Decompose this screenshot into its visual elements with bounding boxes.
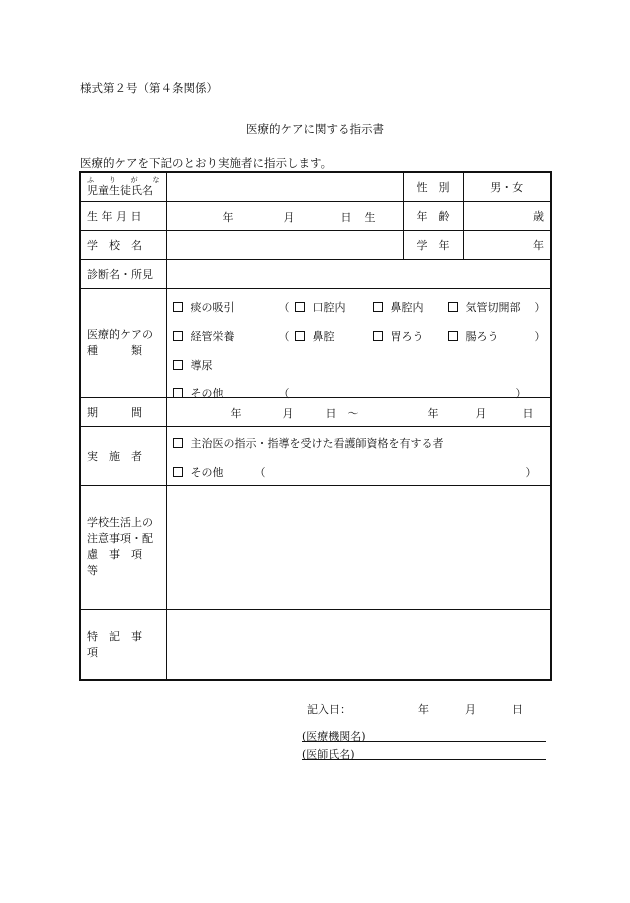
suction-checkbox[interactable]	[173, 302, 183, 312]
notes-label-line2: 注意事項・配	[87, 532, 153, 545]
care-other-paren-close: ）	[515, 386, 527, 400]
care-type-row	[80, 288, 551, 397]
diagnosis-row	[80, 259, 551, 288]
school-name-field[interactable]	[166, 230, 403, 259]
age-label: 年 齢	[403, 201, 463, 230]
age-field[interactable]: 歳	[463, 201, 551, 230]
entry-month-unit: 月	[465, 703, 476, 716]
period-start-year: 年	[230, 406, 242, 420]
birth-date-field[interactable]	[166, 201, 403, 230]
notes-label-line3: 慮 事 項 等	[87, 548, 153, 577]
tube-feeding-checkbox[interactable]	[173, 331, 183, 341]
suction-paren-open: （	[278, 300, 290, 314]
implementer-label: 実 施 者	[80, 426, 166, 485]
remarks-label: 特 記 事 項	[80, 609, 166, 680]
implementer-other-checkbox[interactable]	[173, 467, 183, 477]
care-type-options	[166, 288, 551, 400]
doctor-label: (医師氏名)	[302, 748, 355, 761]
sex-label: 性 別	[403, 172, 463, 201]
birth-row	[80, 201, 551, 230]
period-end-day: 日	[522, 406, 534, 420]
period-start-day: 日	[325, 406, 337, 420]
entry-year-unit: 年	[418, 703, 429, 716]
name-row	[80, 172, 551, 201]
document-title: 医療的ケアに関する指示書	[246, 122, 384, 136]
implementer-row	[80, 426, 551, 485]
doctor-underline[interactable]	[302, 759, 546, 760]
nasal-option[interactable]: 鼻腔内	[373, 299, 424, 315]
instruction-form-table	[79, 171, 552, 681]
institution-underline[interactable]	[302, 741, 546, 742]
remarks-field[interactable]	[166, 609, 551, 680]
period-end-year: 年	[427, 406, 439, 420]
oral-checkbox[interactable]	[295, 302, 305, 312]
tracheal-option[interactable]: 気管切開部	[448, 299, 521, 315]
nasal-checkbox[interactable]	[373, 302, 383, 312]
care-type-label-cell	[80, 288, 166, 397]
tracheal-checkbox[interactable]	[448, 302, 458, 312]
birth-born-suffix: 生	[364, 210, 376, 224]
diagnosis-field[interactable]	[166, 259, 551, 288]
implementer-paren-close: ）	[525, 465, 537, 479]
student-name-label: 児童生徒氏名	[87, 183, 153, 197]
enterostomy-option[interactable]: 腸ろう	[448, 328, 499, 344]
institution-label: (医療機関名)	[302, 730, 366, 743]
implementer-other-option[interactable]: その他	[173, 464, 224, 480]
birth-year-unit: 年	[222, 210, 234, 224]
notes-row	[80, 485, 551, 609]
name-label-cell	[80, 172, 166, 201]
sex-field[interactable]: 男・女	[463, 172, 551, 201]
care-other-checkbox[interactable]	[173, 388, 183, 398]
catheter-option[interactable]: 導尿	[173, 357, 213, 373]
suction-option[interactable]: 痰の吸引	[173, 299, 235, 315]
period-tilde: ～	[347, 406, 359, 420]
period-row	[80, 397, 551, 426]
birth-month-unit: 月	[283, 210, 295, 224]
remarks-row	[80, 609, 551, 680]
gastrostomy-checkbox[interactable]	[373, 331, 383, 341]
birth-day-unit: 日	[340, 210, 352, 224]
period-label: 期 間	[80, 397, 166, 426]
grade-field[interactable]: 年	[463, 230, 551, 259]
school-row	[80, 230, 551, 259]
notes-label-line1: 学校生活上の	[87, 516, 153, 529]
implementer-paren-open: （	[254, 465, 266, 479]
form-number: 様式第２号（第４条関係）	[80, 81, 218, 95]
student-name-field[interactable]	[166, 172, 403, 201]
period-end-month: 月	[475, 406, 487, 420]
diagnosis-label: 診断名・所見	[80, 259, 166, 288]
grade-label: 学 年	[403, 230, 463, 259]
catheter-checkbox[interactable]	[173, 360, 183, 370]
notes-label-cell	[80, 485, 166, 609]
care-other-option[interactable]: その他	[173, 385, 224, 401]
notes-field[interactable]	[166, 485, 551, 609]
care-type-label-line1: 医療的ケアの	[87, 327, 153, 341]
nurse-checkbox[interactable]	[173, 438, 183, 448]
nasal-cavity-option[interactable]: 鼻腔	[295, 328, 335, 344]
entry-day-unit: 日	[512, 703, 523, 716]
period-start-month: 月	[282, 406, 294, 420]
school-label: 学 校 名	[80, 230, 166, 259]
nurse-option[interactable]: 主治医の指示・指導を受けた看護師資格を有する者	[173, 435, 444, 451]
suction-paren-close: ）	[534, 300, 546, 314]
enterostomy-checkbox[interactable]	[448, 331, 458, 341]
nasal-cavity-checkbox[interactable]	[295, 331, 305, 341]
care-type-label-line2: 種 類	[87, 343, 142, 357]
oral-option[interactable]: 口腔内	[295, 299, 346, 315]
birth-label: 生 年 月 日	[80, 201, 166, 230]
tube-feeding-option[interactable]: 経管栄養	[173, 328, 235, 344]
tube-paren-open: （	[278, 329, 290, 343]
implementer-options	[166, 426, 551, 485]
furigana-label: ふ り が な	[87, 175, 160, 184]
care-other-paren-open: （	[278, 386, 290, 400]
gastrostomy-option[interactable]: 胃ろう	[373, 328, 424, 344]
tube-paren-close: ）	[534, 329, 546, 343]
entry-date-label: 記入日：	[307, 703, 351, 716]
period-field[interactable]	[166, 397, 551, 426]
intro-text: 医療的ケアを下記のとおり実施者に指示します。	[80, 156, 333, 170]
